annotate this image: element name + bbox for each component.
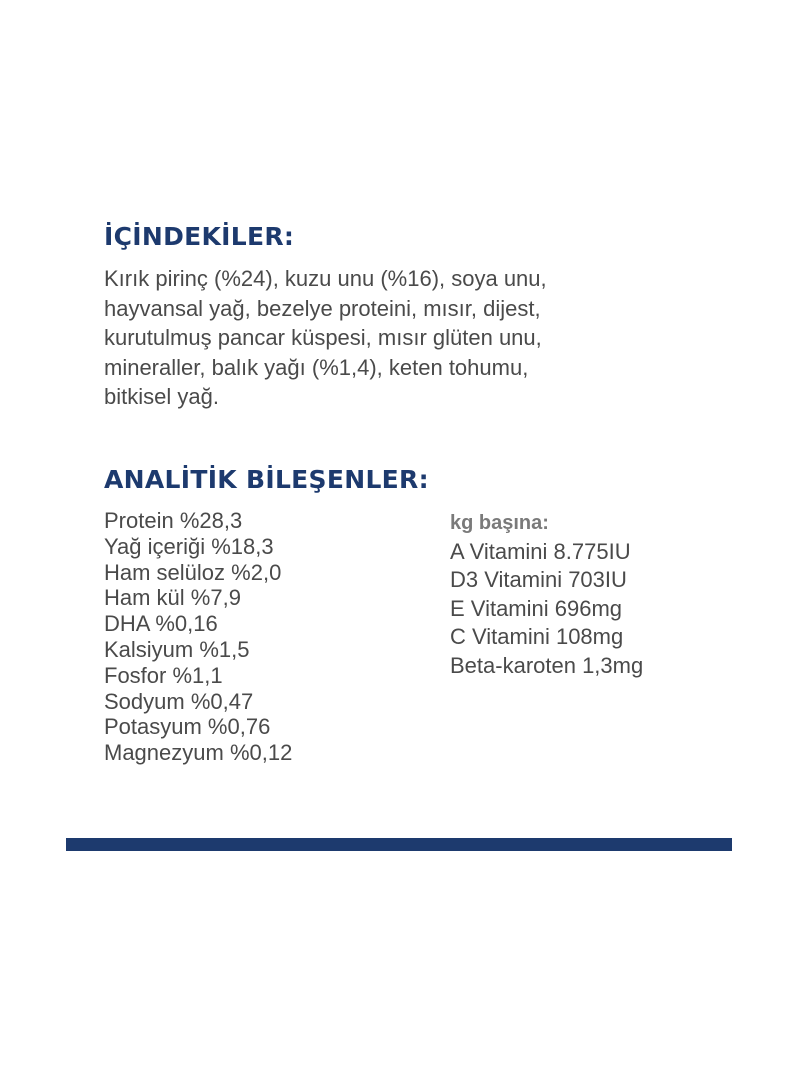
ingredients-line: mineraller, balık yağı (%1,4), keten tohumu, [104,354,529,380]
ingredients-line: hayvansal yağ, bezelye proteini, mısır, dijest, [104,295,541,321]
vitamins-list [450,509,643,681]
analytics-item: Kalsiyum %1,5 [104,636,250,662]
analytics-item: Sodyum %0,47 [104,688,254,714]
ingredients-heading: İÇİNDEKİLER: [104,222,295,251]
analytics-item: Ham selüloz %2,0 [104,559,282,585]
ingredients-line: kurutulmuş pancar küspesi, mısır glüten unu, [104,325,542,350]
analytics-item: Yağ içeriği %18,3 [104,533,274,559]
analytics-item: DHA %0,16 [104,611,218,637]
analytics-item: Protein %28,3 [104,508,243,533]
vitamin-item: C Vitamini 108mg [450,624,624,650]
ingredients-line: bitkisel yağ. [104,384,219,409]
analytics-heading: ANALİTİK BİLEŞENLER: [104,465,429,494]
footer-divider-bar [66,838,732,851]
vitamin-item: E Vitamini 696mg [450,595,623,621]
per-kg-label: kg başına: [450,512,549,534]
vitamin-item: A Vitamini 8.775IU [450,538,631,564]
analytics-item: Magnezyum %0,12 [104,740,293,766]
vitamin-item: D3 Vitamini 703IU [450,567,627,593]
vitamin-item: Beta-karoten 1,3mg [450,652,644,678]
analytics-item: Ham kül %7,9 [104,585,241,611]
analytics-item: Fosfor %1,1 [104,662,223,688]
analytics-list [104,508,292,766]
analytics-item: Potasyum %0,76 [104,714,271,740]
ingredients-line: Kırık pirinç (%24), kuzu unu (%16), soya unu, [104,266,547,291]
ingredients-text [104,264,704,412]
